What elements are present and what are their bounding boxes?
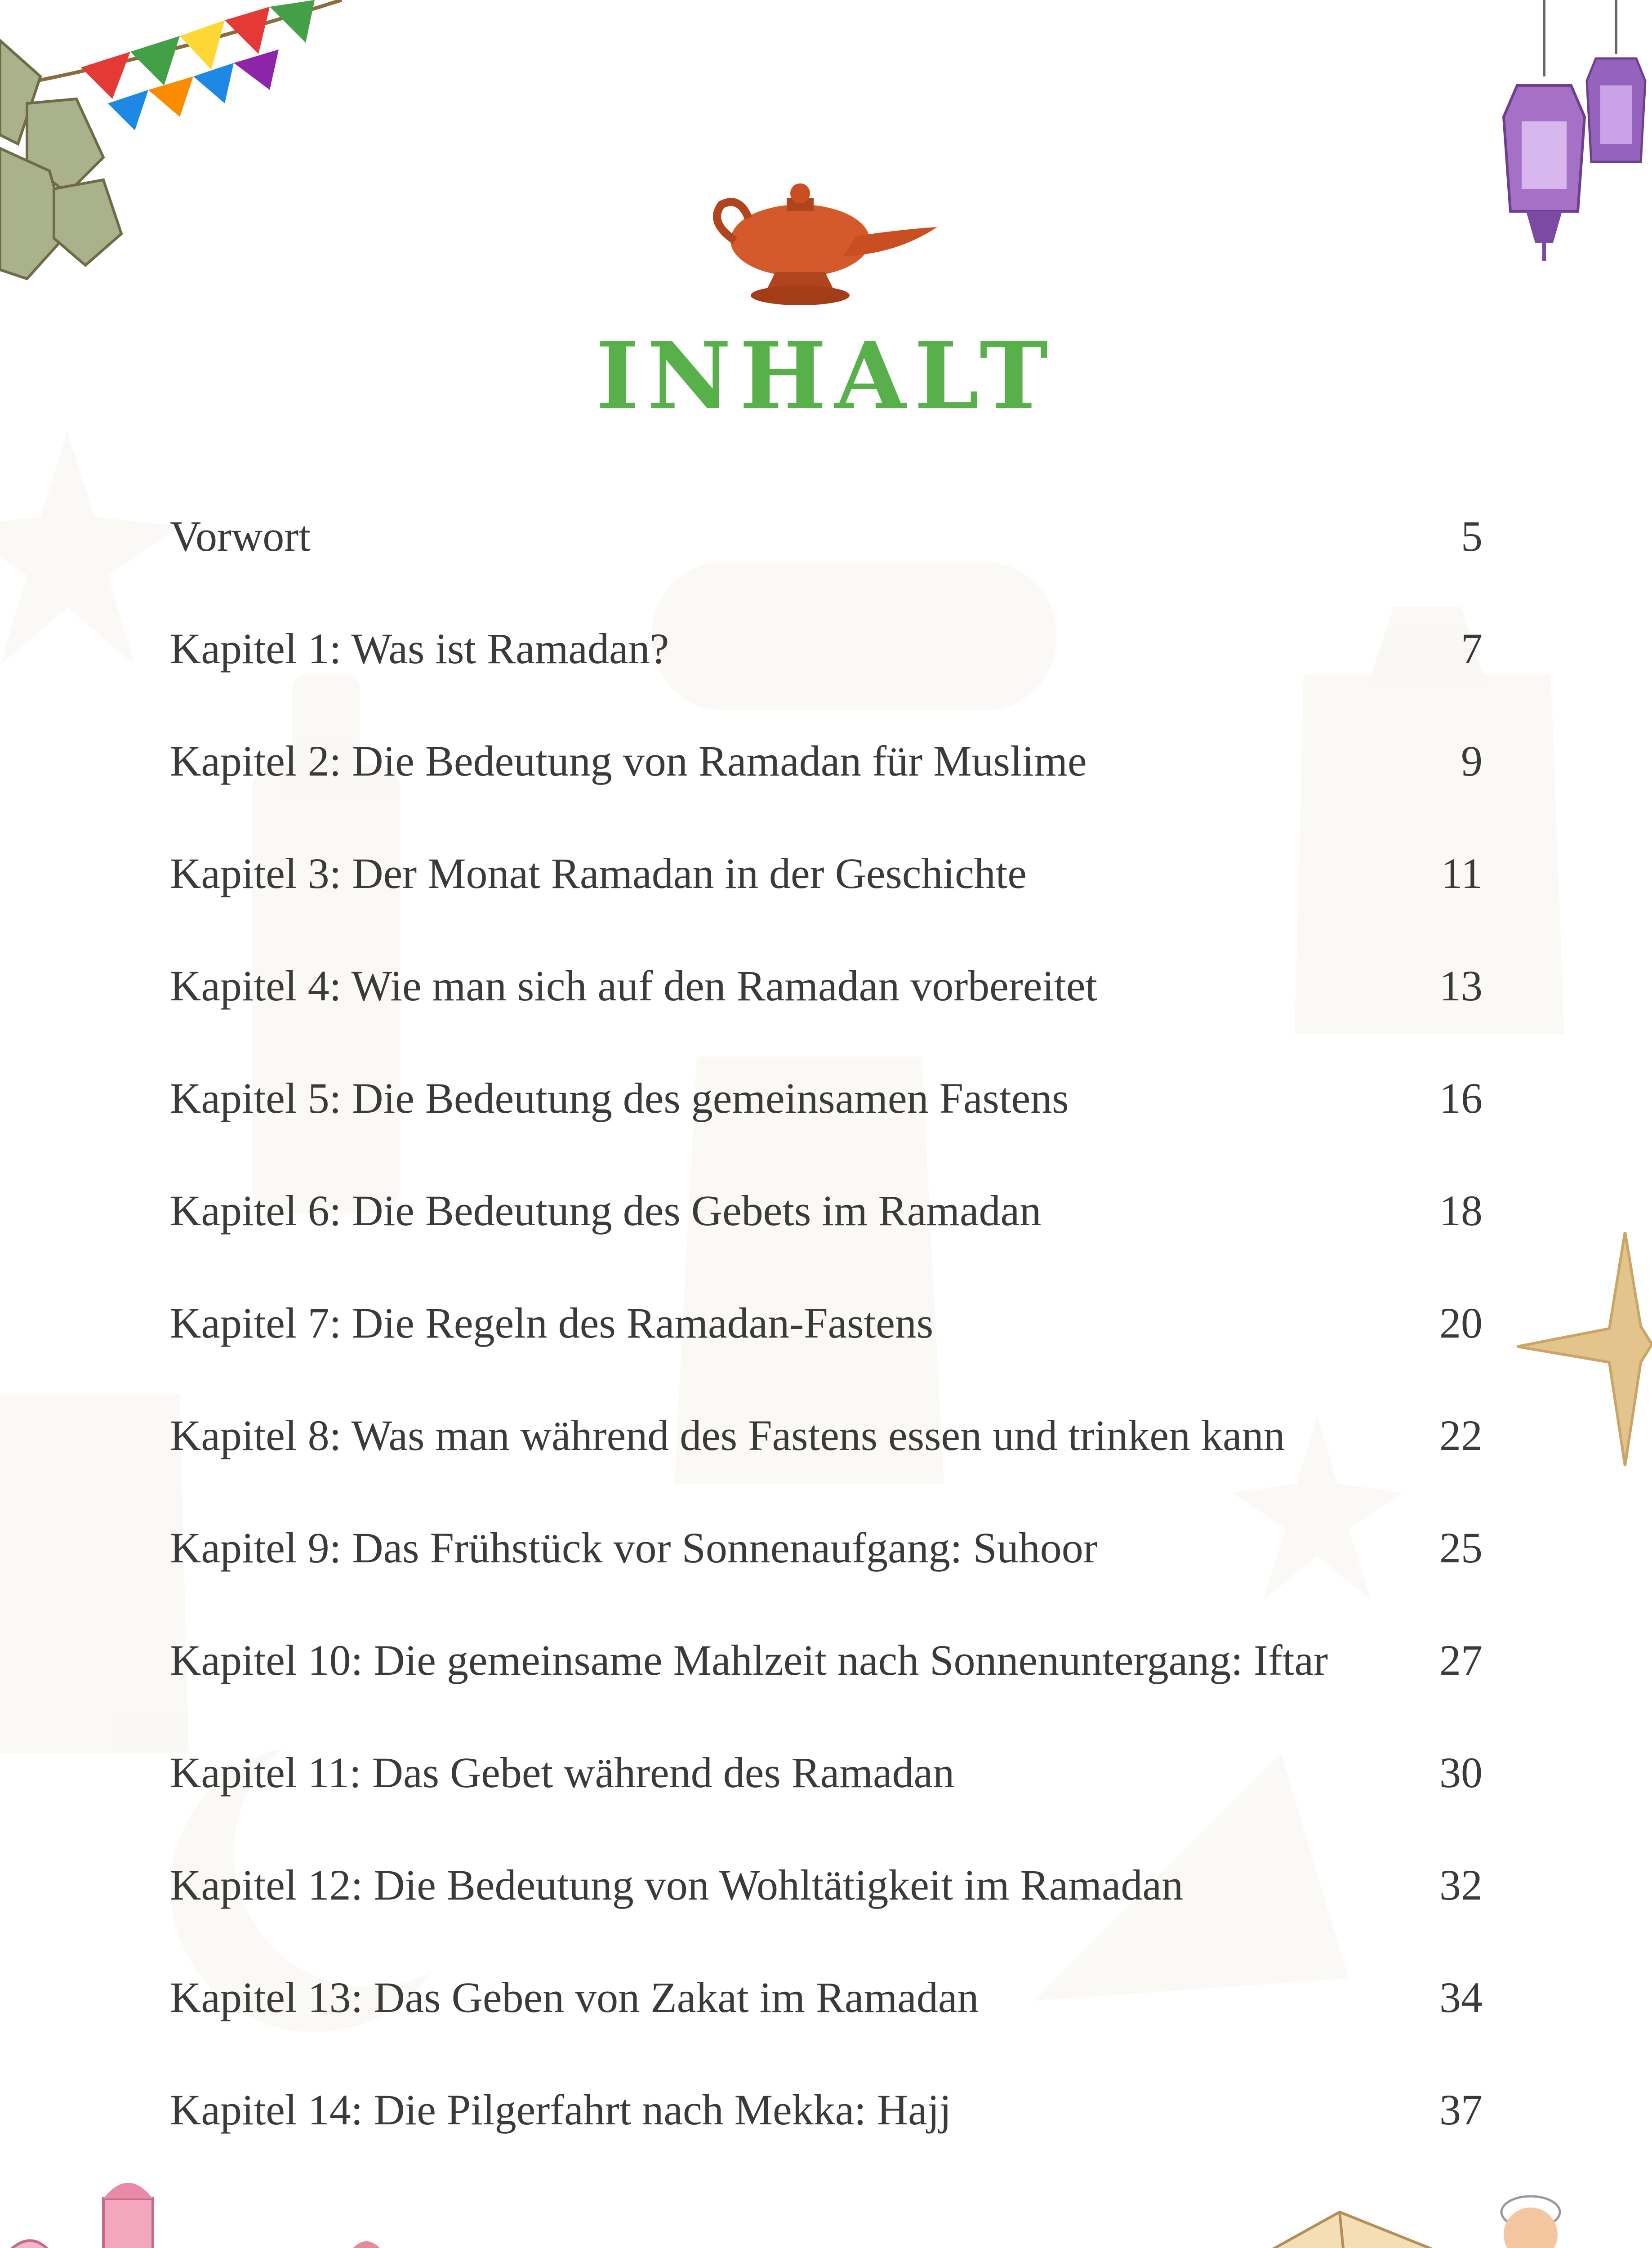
page-title: INHALT [596, 322, 1056, 430]
toc-entry-page: 22 [1439, 1411, 1483, 1459]
toc-entry-label: Kapitel 1: Was ist Ramadan? [170, 624, 669, 673]
toc-entry-page: 13 [1439, 962, 1483, 1010]
bunting-flags-icon [0, 0, 360, 288]
toc-entry[interactable] [170, 1524, 1483, 1637]
toc-entry-page: 37 [1439, 2086, 1483, 2134]
toc-entry-label: Kapitel 11: Das Gebet während des Ramadan [170, 1748, 955, 1797]
toc-entry-page: 7 [1461, 624, 1483, 673]
mosque-illustration-icon [0, 2181, 405, 2248]
toc-entry[interactable] [170, 1299, 1483, 1412]
oil-lamp-icon [708, 178, 942, 312]
toc-entry-page: 18 [1439, 1186, 1483, 1235]
toc-entry[interactable] [170, 737, 1483, 850]
toc-entry[interactable] [170, 850, 1483, 962]
toc-entry[interactable] [170, 1749, 1483, 1861]
toc-entry[interactable] [170, 962, 1483, 1075]
toc-entry-page: 9 [1461, 737, 1483, 785]
toc-entry-page: 25 [1439, 1524, 1483, 1572]
toc-entry-page: 32 [1439, 1861, 1483, 1909]
toc-entry-page: 30 [1439, 1748, 1483, 1797]
toc-entry[interactable] [170, 625, 1483, 737]
toc-entry[interactable] [170, 1075, 1483, 1187]
toc-entry[interactable] [170, 1974, 1483, 2086]
toc-entry[interactable] [170, 1637, 1483, 1749]
toc-entry-page: 16 [1439, 1074, 1483, 1122]
toc-entry-label: Kapitel 8: Was man während des Fastens essen und trinken kann [170, 1411, 1285, 1459]
toc-entry-label: Kapitel 4: Wie man sich auf den Ramadan vorbereitet [170, 962, 1097, 1010]
toc-entry-label: Kapitel 12: Die Bedeutung von Wohltätigkeit im Ramadan [170, 1861, 1184, 1909]
toc-entry-label: Kapitel 7: Die Regeln des Ramadan-Fastens [170, 1299, 934, 1347]
toc-entry-label: Kapitel 9: Das Frühstück vor Sonnenaufgang: Suhoor [170, 1524, 1098, 1572]
hanging-lanterns-icon [1481, 0, 1652, 270]
toc-entry-label: Kapitel 10: Die gemeinsame Mahlzeit nach Sonnenuntergang: Iftar [170, 1636, 1328, 1684]
toc-entry-label: Kapitel 3: Der Monat Ramadan in der Geschichte [170, 849, 1027, 897]
toc-entry[interactable] [170, 1412, 1483, 1524]
toc-entry-label: Kapitel 14: Die Pilgerfahrt nach Mekka: Hajj [170, 2086, 952, 2134]
toc-entry-page: 34 [1439, 1973, 1483, 2021]
toc-entry-page: 20 [1439, 1299, 1483, 1347]
toc-entry-page: 27 [1439, 1636, 1483, 1684]
toc-entry-label: Kapitel 13: Das Geben von Zakat im Ramadan [170, 1973, 979, 2021]
toc-entry-page: 5 [1461, 512, 1483, 560]
toc-entry[interactable] [170, 1861, 1483, 1974]
toc-entry-label: Kapitel 5: Die Bedeutung des gemeinsamen Fastens [170, 1074, 1069, 1122]
golden-star-icon [1517, 1232, 1652, 1466]
quran-stand-and-praying-boy-icon [1232, 2167, 1636, 2248]
toc-entry[interactable] [170, 1187, 1483, 1299]
toc-entry[interactable] [170, 513, 1483, 625]
toc-entry-label: Vorwort [170, 512, 311, 560]
toc-entry-page: 11 [1441, 849, 1483, 897]
toc-entry-label: Kapitel 2: Die Bedeutung von Ramadan für Muslime [170, 737, 1087, 785]
toc-entry-label: Kapitel 6: Die Bedeutung des Gebets im Ramadan [170, 1186, 1042, 1235]
table-of-contents [170, 513, 1483, 2199]
